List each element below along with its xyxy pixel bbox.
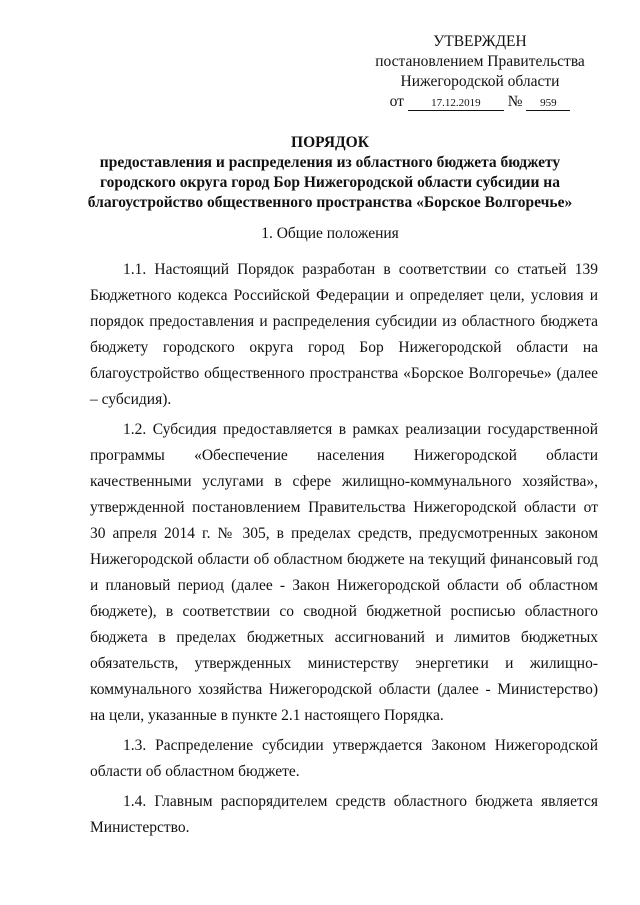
approval-date-number — [360, 92, 600, 112]
paragraph-1-4: 1.4. Главным распорядителем средств областного бюджета является Министерство. — [90, 793, 598, 836]
document-body — [90, 257, 598, 841]
date-prefix: от — [389, 93, 404, 110]
document-title — [60, 133, 600, 213]
section-heading: 1. Общие положения — [261, 225, 399, 242]
approval-stamp — [360, 32, 600, 112]
number-sign: № — [507, 93, 523, 110]
approval-region: Нижегородской области — [400, 73, 560, 90]
approval-status: УТВЕРЖДЕН — [433, 33, 527, 50]
paragraph-1-3: 1.3. Распределение субсидии утверждается Законом Нижегородской области об областном бюджете. — [90, 737, 598, 780]
approval-authority: постановлением Правительства — [375, 53, 585, 70]
paragraph-1-1: 1.1. Настоящий Порядок разработан в соответствии со статьей 139 Бюджетного кодекса Российской Федерации и определяет цели, условия и порядок предоставления и распределения субсидии из областного бюджета бюджету городского округа город Бор Нижегородской области на благоустройство общественного пространства «Борское Волгоречье» (далее – субсидия). — [90, 261, 598, 408]
title-heading: ПОРЯДОК — [291, 134, 369, 151]
title-subtitle: предоставления и распределения из областного бюджета бюджету городского округа город Бор Нижегородской области субсидии на благоустройство общественного пространства «Борское Волгоречье» — [87, 154, 573, 211]
paragraph-1-2: 1.2. Субсидия предоставляется в рамках реализации государственной программы «Обеспечение населения Нижегородской области качественными услугами в сфере жилищно-коммунального хозяйства», утвержденной постановлением Правительства Нижегородской области от 30 апреля 2014 г. № 305, в пределах средств, предусмотренных законом Нижегородской области об областном бюджете на текущий финансовый год и плановый период (далее - Закон Нижегородской области об областном бюджете), в соответствии со сводной бюджетной росписью областного бюджета в пределах бюджетных ассигнований и лимитов бюджетных обязательств, утвержденных министерству энергетики и жилищно-коммунального хозяйства Нижегородской области (далее - Министерство) на цели, указанные в пункте 2.1 настоящего Порядка. — [90, 421, 598, 724]
approval-number: 959 — [526, 96, 570, 111]
approval-date: 17.12.2019 — [408, 96, 504, 111]
